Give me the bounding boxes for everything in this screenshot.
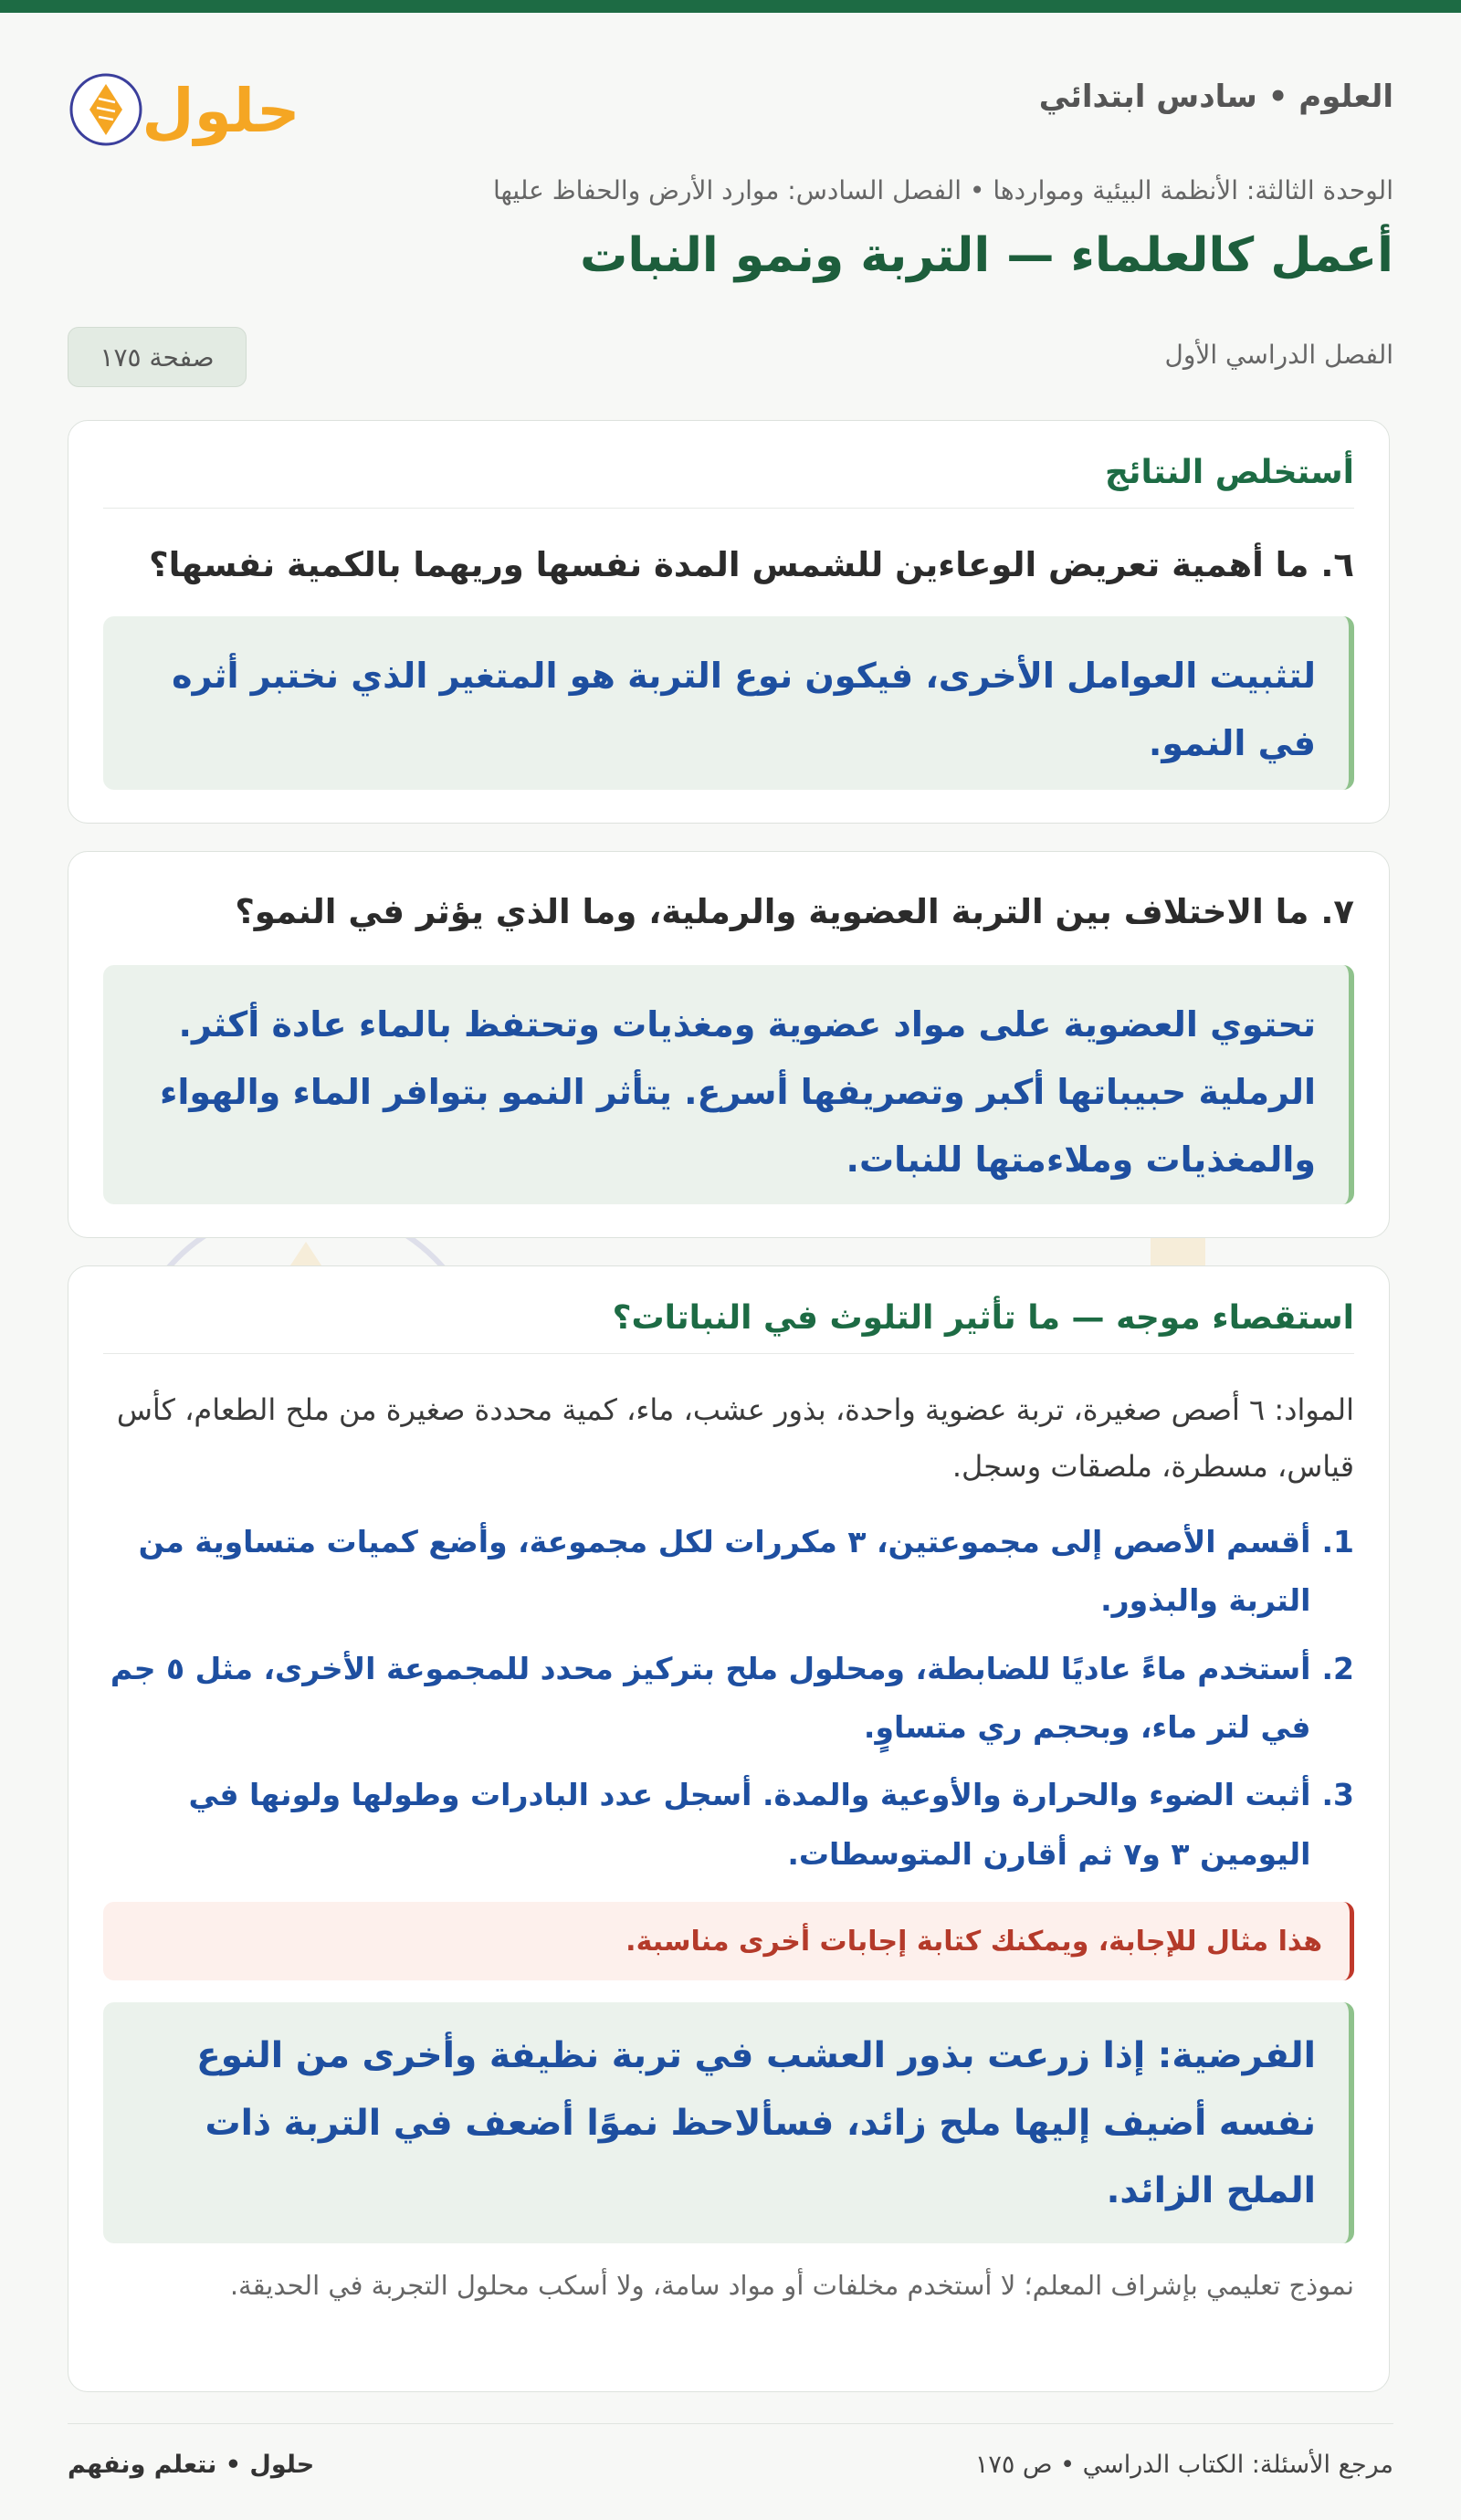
step-text: أقسم الأصص إلى مجموعتين، ٣ مكررات لكل مجموعة، وأضع كميات متساوية من التربة والبذور. [138, 1524, 1311, 1619]
step-number: 1. [1321, 1524, 1354, 1559]
conclusions-card [68, 420, 1390, 824]
subject-label: العلوم • سادس ابتدائي [1038, 79, 1393, 115]
footer-divider [68, 2423, 1393, 2424]
step-number: 2. [1321, 1650, 1354, 1686]
step-text: أثبت الضوء والحرارة والأوعية والمدة. أسجل عدد البادرات وطولها ولونها في اليومين ٣ و٧ ثم أقارن المتوسطات. [188, 1777, 1311, 1872]
materials-text: المواد: ٦ أصص صغيرة، تربة عضوية واحدة، بذور عشب، ماء، كمية محددة صغيرة من ملح الطعام، كأس قياس، مسطرة، ملصقات وسجل. [116, 1392, 1354, 1485]
breadcrumb: الوحدة الثالثة: الأنظمة البيئية ومواردها • الفصل السادس: موارد الأرض والحفاظ عليها [492, 175, 1393, 205]
procedure-step [103, 1640, 1354, 1758]
question-7-card [68, 851, 1390, 1238]
inquiry-heading: استقصاء موجه — ما تأثير التلوث في النباتات؟ [103, 1299, 1354, 1354]
procedure-steps [103, 1513, 1354, 1893]
question-6: ٦. ما أهمية تعريض الوعاءين للشمس المدة نفسها وريهما بالكمية نفسها؟ [149, 545, 1354, 584]
term-label: الفصل الدراسي الأول [1164, 340, 1393, 370]
answer-6: لتثبيت العوامل الأخرى، فيكون نوع التربة هو المتغير الذي نختبر أثره في النمو. [103, 616, 1354, 790]
procedure-step [103, 1766, 1354, 1884]
conclusions-heading: أستخلص النتائج [103, 454, 1354, 509]
step-text: أستخدم ماءً عاديًا للضابطة، ومحلول ملح بتركيز محدد للمجموعة الأخرى، مثل ٥ جم في لتر ماء، وبحجم ري متساوٍ. [110, 1650, 1311, 1746]
inquiry-card [68, 1265, 1390, 2392]
footer-brand[interactable]: حلول • نتعلم ونفهم [68, 2451, 315, 2479]
page-header [68, 62, 1393, 153]
top-accent-bar [0, 0, 1461, 13]
book-icon [68, 62, 305, 153]
question-7: ٧. ما الاختلاف بين التربة العضوية والرملية، وما الذي يؤثر في النمو؟ [235, 892, 1354, 931]
footer-reference: مرجع الأسئلة: الكتاب الدراسي • ص ١٧٥ [974, 2451, 1393, 2479]
step-number: 3. [1321, 1777, 1354, 1813]
answer-7: تحتوي العضوية على مواد عضوية ومغذيات وتحتفظ بالماء عادة أكثر. الرملية حبيباتها أكبر وتصريفها أسرع. يتأثر النمو بتوافر الماء والهواء والمغذيات وملاءمتها للنبات. [103, 965, 1354, 1204]
safety-note: نموذج تعليمي بإشراف المعلم؛ لا أستخدم مخلفات أو مواد سامة، ولا أسكب محلول التجربة في الحديقة. [229, 2270, 1354, 2301]
procedure-step [103, 1513, 1354, 1631]
example-answer-note: هذا مثال للإجابة، ويمكنك كتابة إجابات أخرى مناسبة. [103, 1902, 1354, 1980]
site-logo[interactable] [68, 62, 305, 153]
page-title: أعمل كالعلماء — التربة ونمو النبات [580, 228, 1393, 283]
logo-wordmark: حلول [142, 76, 300, 146]
page-number-badge: صفحة ١٧٥ [68, 327, 247, 387]
hypothesis-answer: الفرضية: إذا زرعت بذور العشب في تربة نظيفة وأخرى من النوع نفسه أضيف إليها ملح زائد، فسألاحظ نموًا أضعف في التربة ذات الملح الزائد. [103, 2002, 1354, 2243]
